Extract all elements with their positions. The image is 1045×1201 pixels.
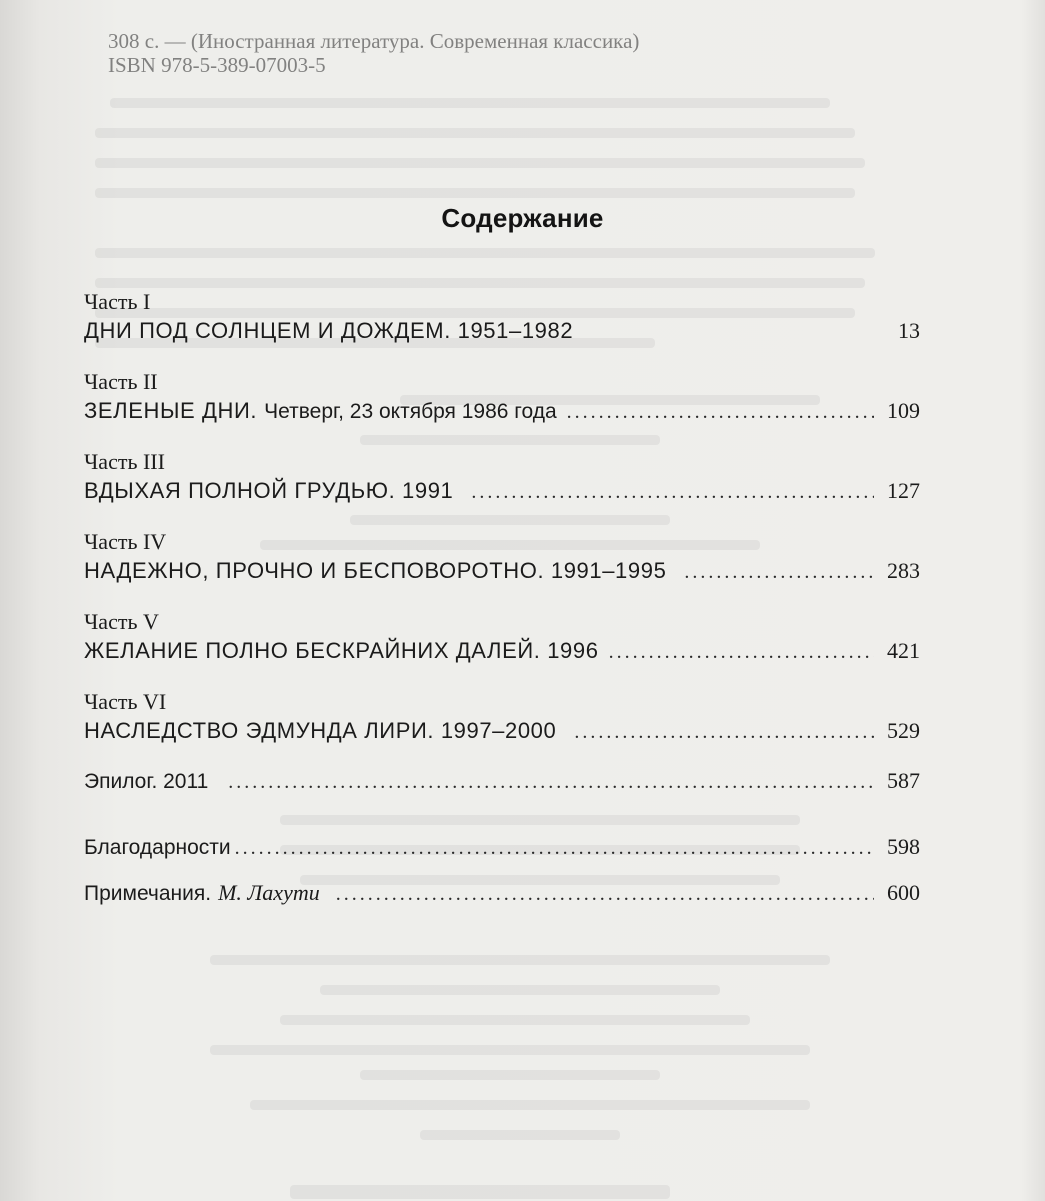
page-number: 598 [887, 834, 920, 859]
bleed-line-1: 308 с. — (Иностранная литература. Современная классика) [108, 29, 640, 53]
notes-author: М. Лахути [218, 880, 320, 905]
dot-leader [228, 765, 874, 799]
dot-leader [684, 555, 874, 589]
part-title: НАСЛЕДСТВО ЭДМУНДА ЛИРИ. 1997–2000 [84, 718, 557, 743]
toc-entry-part-1 [84, 290, 920, 348]
toc-entry-part-4 [84, 530, 920, 588]
part-label: Часть II [84, 369, 158, 394]
page-number: 587 [887, 768, 920, 793]
notes-title: Примечания. [84, 882, 212, 905]
dot-leader [609, 635, 874, 669]
part-title: ВДЫХАЯ ПОЛНОЙ ГРУДЬЮ. 1991 [84, 478, 454, 503]
page-number: 13 [898, 318, 920, 343]
dot-leader [574, 715, 874, 749]
page-number: 529 [887, 718, 920, 743]
bleed-through-text [80, 0, 1020, 80]
toc-entry-notes [84, 876, 920, 910]
toc-entry-part-3 [84, 450, 920, 508]
page-edge-shadow [1021, 0, 1045, 1201]
bleed-line-2: ISBN 978-5-389-07003-5 [108, 53, 326, 77]
dot-leader [336, 877, 874, 911]
part-title: ДНИ ПОД СОЛНЦЕМ И ДОЖДЕМ. 1951–1982 [84, 318, 574, 343]
part-label: Часть VI [84, 689, 167, 714]
toc-heading: Содержание [441, 203, 604, 233]
page-number: 127 [887, 478, 920, 503]
toc-entry-part-5 [84, 610, 920, 668]
toc-entry-part-2 [84, 370, 920, 428]
part-label: Часть I [84, 289, 151, 314]
part-title: НАДЕЖНО, ПРОЧНО И БЕСПОВОРОТНО. 1991–1995 [84, 558, 667, 583]
epilogue-title: Эпилог. 2011 [84, 770, 209, 793]
toc-entry-part-6 [84, 690, 920, 748]
page-number: 109 [887, 398, 920, 423]
part-title: ЗЕЛЕНЫЕ ДНИ. [84, 398, 258, 423]
page-number: 283 [887, 558, 920, 583]
page-number: 421 [887, 638, 920, 663]
part-label: Часть V [84, 609, 159, 634]
dot-leader [471, 475, 874, 509]
part-label: Часть III [84, 449, 165, 474]
part-label: Часть IV [84, 529, 167, 554]
dot-leader [235, 831, 874, 865]
toc-entry-acknowledgements [84, 830, 920, 864]
toc-entry-epilogue [84, 764, 920, 798]
part-title: ЖЕЛАНИЕ ПОЛНО БЕСКРАЙНИХ ДАЛЕЙ. 1996 [84, 638, 599, 663]
dot-leader [567, 395, 874, 429]
part-subtitle: Четверг, 23 октября 1986 года [264, 400, 557, 423]
acknowledgements-title: Благодарности [84, 836, 231, 859]
page-number: 600 [887, 880, 920, 905]
